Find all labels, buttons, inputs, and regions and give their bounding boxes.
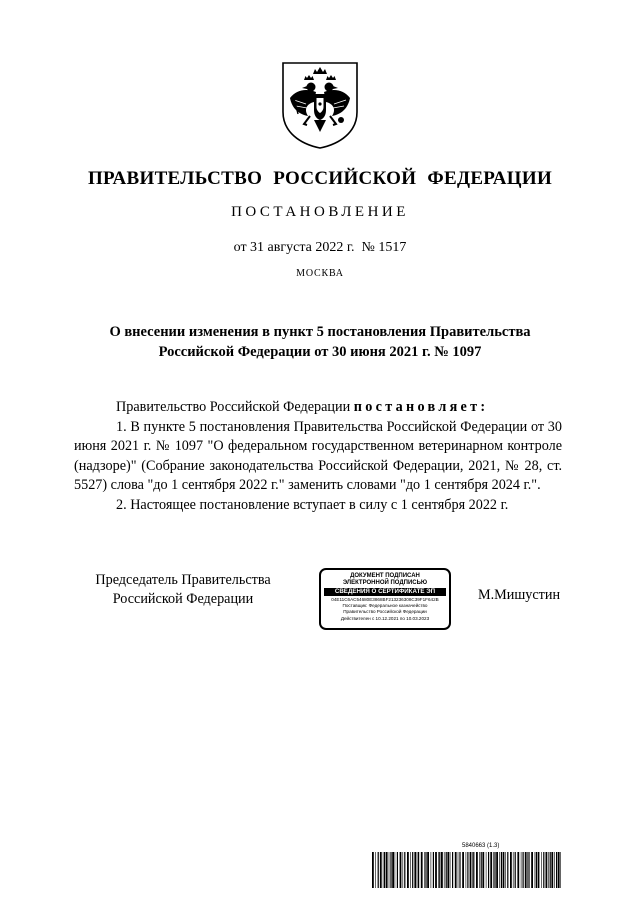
barcode-bar [450,852,451,888]
intro-paragraph [74,398,562,418]
barcode-bar [470,852,472,888]
heading-line-1: О внесении изменения в пункт 5 постановления Правительства [109,324,531,340]
document-type: ПОСТАНОВЛЕНИЕ [231,204,409,220]
stamp-serial: 04E11C6AC54680E3868BF213236308C39F1F642B [331,597,439,602]
barcode-bar [541,852,542,888]
barcode-bar [400,852,402,888]
barcode-bar [556,852,557,888]
signer-title-line-1: Председатель Правительства [95,572,271,588]
barcode-bar [417,852,418,888]
barcode-bar [444,852,445,888]
barcode-bar [433,852,434,888]
barcode-bar [455,852,457,888]
document-date-number: от 31 августа 2022 г. № 1517 [233,240,407,255]
barcode-bar [499,852,500,888]
barcode-bar [523,852,524,888]
barcode-bar [446,852,447,888]
barcode-bar [459,852,460,888]
barcode-bar [482,852,484,888]
signer-title-line-2: Российской Федерации [112,591,254,607]
barcode-bar [494,852,495,888]
barcode-bar [496,852,498,888]
barcode-bar [384,852,385,888]
barcode-bar [525,852,527,888]
stamp-certificate-band: СВЕДЕНИЯ О СЕРТИФИКАТЕ ЭП [324,588,446,596]
barcode-bar [551,852,553,888]
barcode-bar [501,852,502,888]
barcode-bar [462,852,464,888]
barcode-icon [372,852,562,888]
barcode-bar [397,852,398,888]
barcode-bar [479,852,480,888]
barcode-bar [490,852,492,888]
barcode-bar [466,852,467,888]
barcode-bar [538,852,540,888]
barcode-bar [441,852,443,888]
stamp-issuer-1: Поставщик: Федеральное казначейство [342,603,428,609]
barcode-bar [528,852,529,888]
barcode-bar [395,852,396,888]
barcode-bar [548,852,549,888]
stamp-validity: Действителен с 10.12.2021 по 10.03.2023 [340,615,430,621]
barcode-bar [378,852,379,888]
intro-text: Правительство Российской Федерации [116,399,354,415]
stamp-line-1: ДОКУМЕНТ ПОДПИСАН [350,573,420,579]
barcode-bar [488,852,489,888]
document-city: МОСКВА [296,268,344,279]
barcode-bar [486,852,487,888]
barcode-bar [558,852,560,888]
barcode-bar [438,852,439,888]
barcode-bar [389,852,390,888]
barcode-bar [527,852,528,888]
barcode-bar [467,852,468,888]
barcode-bar [372,852,374,888]
barcode-number: 5840663 (1.3) [462,843,500,849]
barcode-bar [493,852,494,888]
barcode-bar [503,852,505,888]
signer-name: М.Мишустин [478,587,561,603]
barcode-bar [510,852,512,888]
barcode-bar [447,852,449,888]
barcode-bar [431,852,432,888]
barcode-bar [560,852,561,888]
government-title: ПРАВИТЕЛЬСТВО РОССИЙСКОЙ ФЕДЕРАЦИИ [87,168,553,189]
barcode-bar [554,852,555,888]
barcode-bar [452,852,453,888]
barcode-bar [550,852,551,888]
barcode-bar [476,852,478,888]
barcode-bar [439,852,440,888]
barcode-bar [515,852,516,888]
barcode-bar [386,852,388,888]
barcode-bar [531,852,533,888]
barcode-bar [505,852,506,888]
barcode-bar [472,852,473,888]
barcode-bar [407,852,409,888]
barcode-bar [521,852,522,888]
intro-decree-word: постановляет: [353,399,489,415]
barcode-bar [517,852,519,888]
electronic-signature-stamp [319,568,451,630]
barcode-bar [535,852,536,888]
coat-of-arms-icon [280,60,360,150]
barcode-bar [536,852,537,888]
barcode-bar [418,852,419,888]
barcode-bar [425,852,426,888]
item-2-paragraph: 2. Настоящее постановление вступает в силу с 1 сентября 2022 г. [116,496,509,513]
stamp-issuer-2: Правительство Российской Федерации [343,609,427,615]
heading-line-2: Российской Федерации от 30 июня 2021 г. № 1097 [158,344,482,360]
barcode-bar [390,852,391,888]
barcode-bar [424,852,425,888]
document-body [74,398,562,516]
barcode-bar [392,852,394,888]
barcode-bar [427,852,429,888]
barcode-bar [507,852,508,888]
barcode-bar [412,852,413,888]
barcode-bar [403,852,404,888]
barcode-bar [375,852,376,888]
barcode-bar [473,852,474,888]
barcode-bar [383,852,384,888]
barcode-bar [421,852,423,888]
document-heading [0,322,640,362]
barcode-bar [458,852,459,888]
barcode-bar [435,852,437,888]
barcode-bar [543,852,544,888]
item-1-paragraph: 1. В пункте 5 постановления Правительства Российской Федерации от 30 июня 2021 г. № 1097 "О федеральном государственном ветеринарном контроле (надзоре)" (Собрание законодательства Российской Федерации, 2021, № 28, ст. 5527) слова "до 1 сентября 2022 г." заменить словами "до 1 сентября 2024 г.". [74,418,562,494]
barcode-bar [404,852,405,888]
signer-title [78,571,288,609]
barcode-bar [380,852,382,888]
barcode-bar [410,852,411,888]
barcode-bar [481,852,482,888]
stamp-line-2: ЭЛЕКТРОННОЙ ПОДПИСЬЮ [342,580,428,586]
barcode-bar [546,852,548,888]
barcode-bar [513,852,514,888]
barcode-bar [414,852,416,888]
